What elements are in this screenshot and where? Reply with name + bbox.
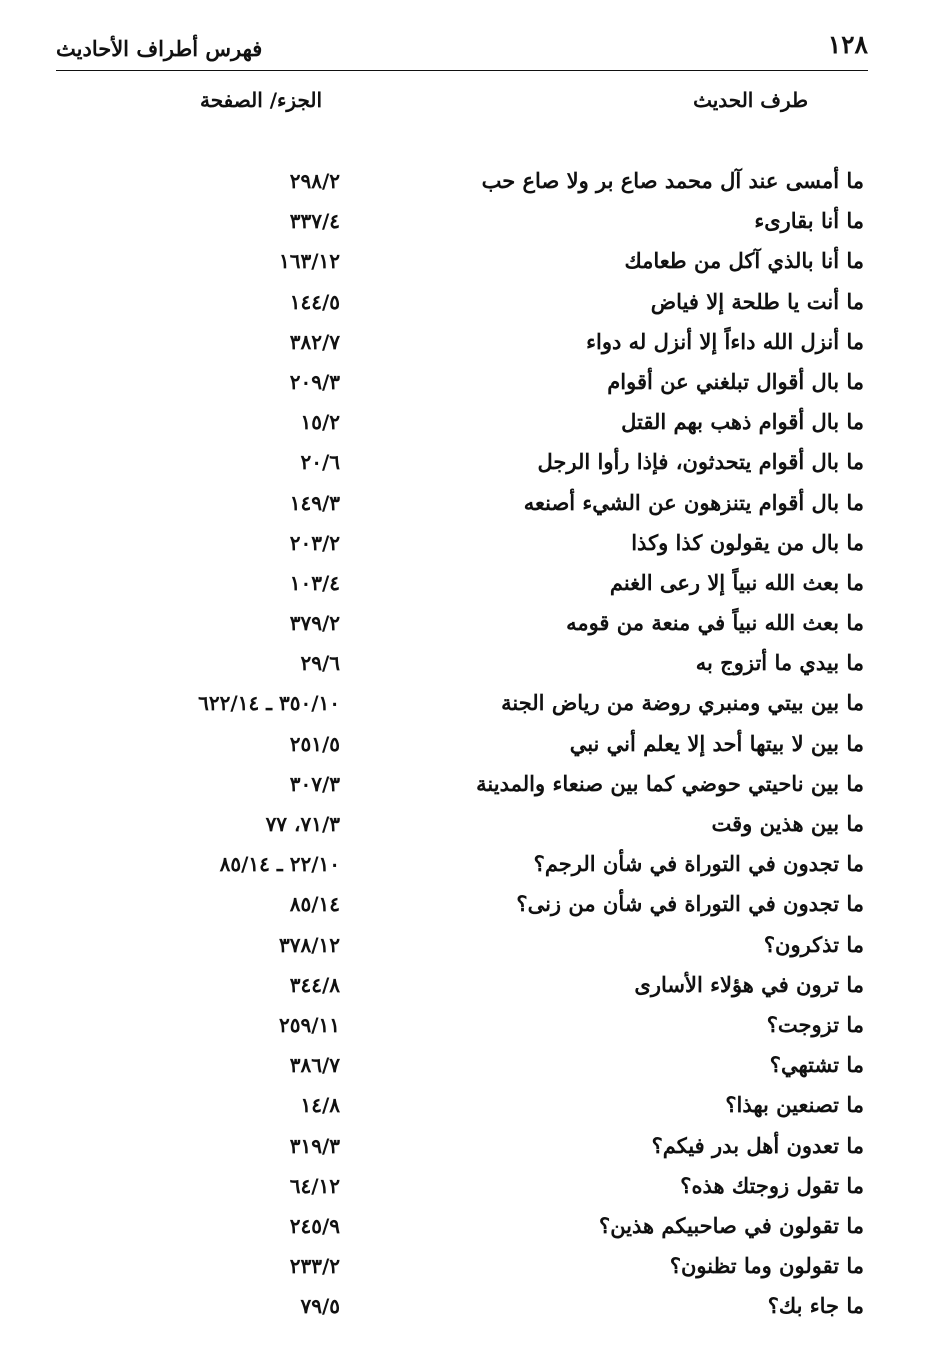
index-entry bbox=[0, 1169, 948, 1209]
hadith-incipit: ما بيدي ما أتزوج به bbox=[695, 650, 864, 676]
hadith-incipit: ما تذكرون؟ bbox=[763, 931, 864, 957]
index-entry bbox=[0, 526, 948, 566]
volume-page-reference: ١٤/٨ bbox=[300, 1093, 340, 1118]
hadith-incipit: ما بين ناحيتي حوضي كما بين صنعاء والمدينة bbox=[476, 770, 864, 796]
hadith-incipit: ما تقولون وما تظنون؟ bbox=[669, 1253, 864, 1279]
volume-page-reference: ١٠٣/٤ bbox=[289, 570, 340, 595]
hadith-incipit: ما تقول زوجتك هذه؟ bbox=[680, 1172, 864, 1198]
hadith-incipit: ما بين هذين وقت bbox=[711, 811, 864, 836]
volume-page-reference: ١٥/٢ bbox=[300, 410, 340, 435]
volume-page-reference: ٢٥٩/١١ bbox=[278, 1012, 340, 1037]
hadith-incipit: ما أنزل الله داءاً إلا أنزل له دواء bbox=[586, 328, 864, 354]
index-entry bbox=[0, 1088, 948, 1128]
hadith-incipit: ما تجدون في التوراة في شأن من زنى؟ bbox=[516, 891, 864, 917]
volume-page-reference: ٣٠٧/٣ bbox=[289, 771, 340, 796]
volume-page-reference: ٣٨٦/٧ bbox=[289, 1053, 340, 1078]
header-rule bbox=[56, 70, 868, 71]
volume-page-reference: ٢٤٥/٩ bbox=[289, 1213, 340, 1238]
volume-page-reference: ٣٣٧/٤ bbox=[289, 209, 340, 234]
volume-page-reference: ٧٩/٥ bbox=[300, 1294, 340, 1319]
page-number: ١٢٨ bbox=[827, 30, 868, 59]
index-entry bbox=[0, 445, 948, 485]
index-entry bbox=[0, 807, 948, 847]
index-entry bbox=[0, 686, 948, 726]
volume-page-reference: ١٤٩/٣ bbox=[289, 490, 340, 515]
index-entry bbox=[0, 244, 948, 284]
index-entry bbox=[0, 1008, 948, 1048]
index-entry bbox=[0, 847, 948, 887]
volume-page-reference: ٢٠٩/٣ bbox=[289, 369, 340, 394]
volume-page-reference: ٣٧٨/١٢ bbox=[278, 932, 340, 957]
column-header-hadith: طرف الحديث bbox=[693, 88, 808, 112]
hadith-incipit: ما تجدون في التوراة في شأن الرجم؟ bbox=[533, 851, 864, 877]
column-header-reference: الجزء/ الصفحة bbox=[200, 88, 323, 112]
hadith-incipit: ما بال أقوام يتنزهون عن الشيء أصنعه bbox=[523, 489, 864, 515]
index-entry bbox=[0, 1249, 948, 1289]
hadith-incipit: ما تعدون أهل بدر فيكم؟ bbox=[651, 1132, 864, 1158]
volume-page-reference: ٢٠٣/٢ bbox=[289, 530, 340, 555]
running-title: فهرس أطراف الأحاديث bbox=[56, 36, 263, 61]
index-entry bbox=[0, 646, 948, 686]
column-headers bbox=[0, 88, 948, 118]
volume-page-reference: ٢٥١/٥ bbox=[289, 731, 340, 756]
index-entry bbox=[0, 566, 948, 606]
volume-page-reference: ٢٣٣/٢ bbox=[289, 1254, 340, 1279]
index-entry bbox=[0, 164, 948, 204]
hadith-incipit: ما بال أقوام يتحدثون، فإذا رأوا الرجل bbox=[537, 449, 864, 475]
volume-page-reference: ٢٢/١٠ ـ ٨٥/١٤ bbox=[219, 852, 340, 877]
running-head bbox=[56, 28, 868, 68]
index-entry bbox=[0, 1048, 948, 1088]
index-entry bbox=[0, 1289, 948, 1329]
index-entry bbox=[0, 325, 948, 365]
hadith-incipit: ما ترون في هؤلاء الأسارى bbox=[634, 971, 864, 997]
volume-page-reference: ٣٨٢/٧ bbox=[289, 329, 340, 354]
index-entry bbox=[0, 968, 948, 1008]
hadith-index-list bbox=[0, 164, 948, 1329]
volume-page-reference: ٦٤/١٢ bbox=[289, 1173, 340, 1198]
volume-page-reference: ٢٩٨/٢ bbox=[289, 169, 340, 193]
volume-page-reference: ٧١/٣، ٧٧ bbox=[265, 812, 340, 836]
volume-page-reference: ١٤٤/٥ bbox=[289, 289, 340, 314]
hadith-incipit: ما بال من يقولون كذا وكذا bbox=[631, 529, 864, 555]
hadith-incipit: ما أنا بالذي آكل من طعامك bbox=[624, 248, 864, 274]
hadith-incipit: ما أمسى عند آل محمد صاع بر ولا صاع حب bbox=[481, 168, 864, 193]
index-entry bbox=[0, 285, 948, 325]
volume-page-reference: ٣١٩/٣ bbox=[289, 1133, 340, 1158]
volume-page-reference: ٣٤٤/٨ bbox=[289, 972, 340, 997]
index-entry bbox=[0, 606, 948, 646]
index-entry bbox=[0, 1209, 948, 1249]
volume-page-reference: ٢٠/٦ bbox=[300, 450, 340, 475]
index-entry bbox=[0, 727, 948, 767]
index-entry bbox=[0, 767, 948, 807]
hadith-incipit: ما بال أقوال تبلغني عن أقوام bbox=[607, 368, 864, 394]
index-entry bbox=[0, 204, 948, 244]
hadith-incipit: ما جاء بك؟ bbox=[767, 1293, 864, 1319]
index-entry bbox=[0, 365, 948, 405]
hadith-incipit: ما أنا بقارىء bbox=[754, 208, 864, 234]
index-entry bbox=[0, 486, 948, 526]
volume-page-reference: ١٦٣/١٢ bbox=[278, 249, 340, 274]
hadith-incipit: ما بين لا بيتها أحد إلا يعلم أني نبي bbox=[569, 730, 864, 756]
hadith-incipit: ما تشتهي؟ bbox=[769, 1052, 864, 1078]
hadith-incipit: ما أنت يا طلحة إلا فياض bbox=[650, 288, 864, 314]
hadith-incipit: ما تصنعين بهذا؟ bbox=[725, 1092, 864, 1118]
volume-page-reference: ٣٧٩/٢ bbox=[289, 611, 340, 636]
index-entry bbox=[0, 887, 948, 927]
volume-page-reference: ٢٩/٦ bbox=[300, 651, 340, 676]
hadith-incipit: ما بين بيتي ومنبري روضة من رياض الجنة bbox=[501, 690, 864, 716]
hadith-incipit: ما تزوجت؟ bbox=[766, 1011, 864, 1037]
volume-page-reference: ٣٥٠/١٠ ـ ٦٢٢/١٤ bbox=[198, 691, 340, 716]
hadith-incipit: ما بال أقوام ذهب بهم القتل bbox=[621, 409, 864, 435]
hadith-incipit: ما تقولون في صاحبيكم هذين؟ bbox=[599, 1212, 864, 1238]
index-entry bbox=[0, 405, 948, 445]
index-entry bbox=[0, 928, 948, 968]
hadith-incipit: ما بعث الله نبياً في منعة من قومه bbox=[566, 610, 864, 636]
index-entry bbox=[0, 1129, 948, 1169]
volume-page-reference: ٨٥/١٤ bbox=[289, 892, 340, 917]
hadith-incipit: ما بعث الله نبياً إلا رعى الغنم bbox=[609, 569, 864, 595]
